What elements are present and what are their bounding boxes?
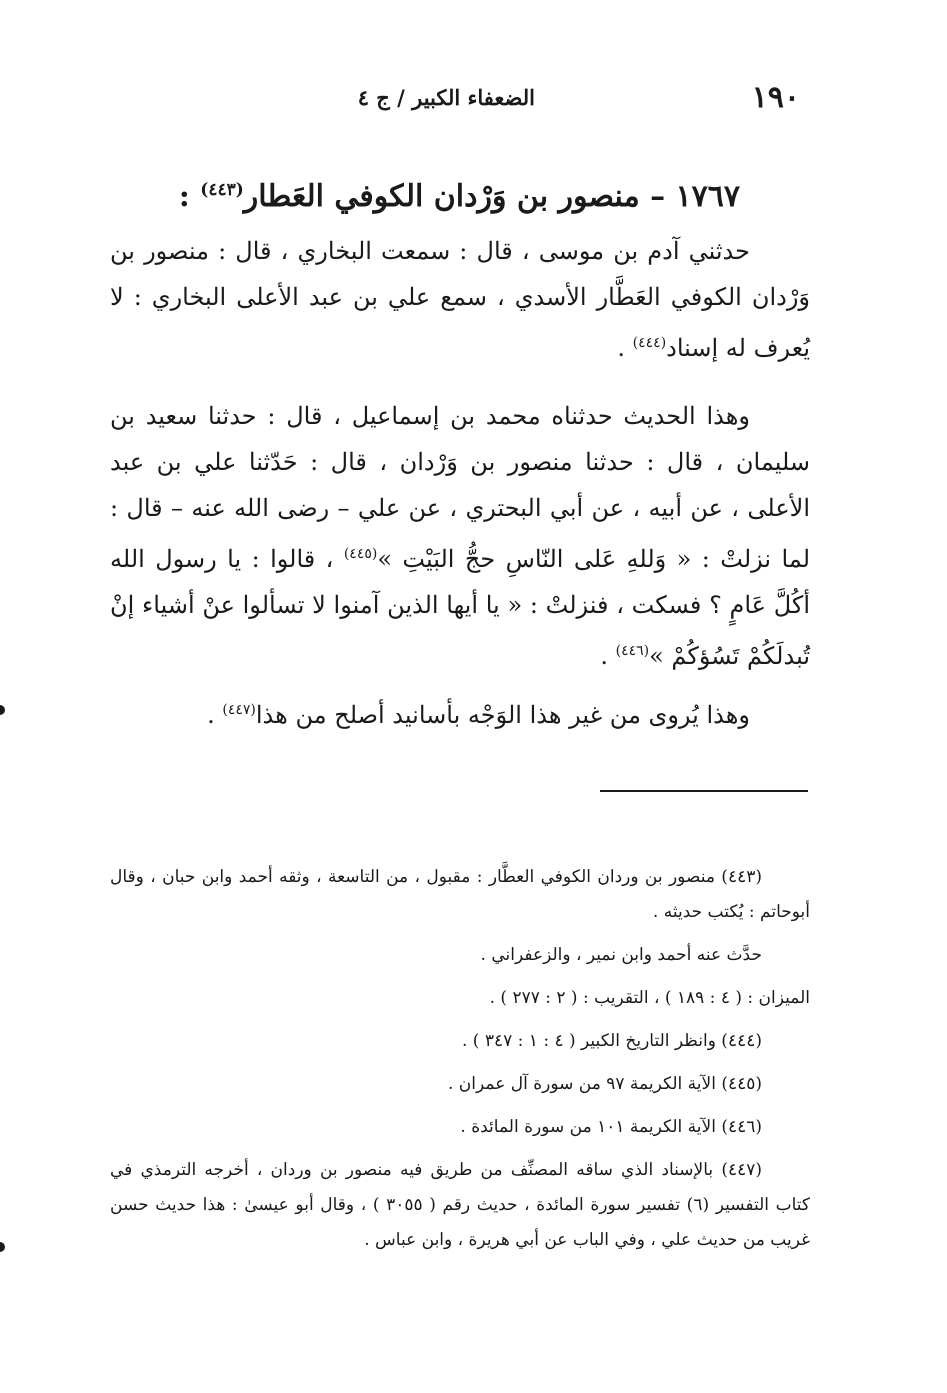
footnote-445: (٤٤٥) الآية الكريمة ٩٧ من سورة آل عمران . [447,1074,762,1094]
paragraph-2-text-b: ، قالوا : يا رسول الله أكُلَّ عَامٍ ؟ فسكت ، فنزلتْ : « يا أيها الذين آمنوا لا تسألوا عنْ أشياء إنْ تُبدلَكُمْ تَسُؤكُمْ » [110,545,810,670]
paragraph-1-end: . [617,334,633,362]
entry-title-text: ١٧٦٧ – منصور بن وَرْدان الكوفي العَطار [243,179,740,214]
entry-title-end: : [178,179,201,214]
footnote-443-narrators: حدَّث عنه أحمد وابن نمير ، والزعفراني . [480,945,762,965]
page-number: ١٩٠ [751,80,800,115]
main-text [110,228,810,738]
footnote-ref-445: (٤٤٥) [343,546,378,562]
footnote-446: (٤٤٦) الآية الكريمة ١٠١ من سورة المائدة . [460,1117,762,1137]
scan-edge-mark [0,705,5,715]
paragraph-2-end: . [600,642,616,670]
footnote-ref-443: (٤٤٣) [200,180,244,200]
paragraph-2 [110,393,810,679]
paragraph-3-text: وهذا يُروى من غير هذا الوَجْه بأسانيد أصلح من هذا [255,701,750,729]
paragraph-3 [110,687,810,738]
footnote-ref-447: (٤٤٧) [222,702,256,718]
paragraph-1-text: حدثني آدم بن موسى ، قال : سمعت البخاري ، قال : منصور بن وَرْدان الكوفي العَطَّار الأسدي ، سمع علي بن عبد الأعلى البخاري : لا يُعرف له إسناد [110,237,810,362]
footnote-443: (٤٤٣) منصور بن وردان الكوفي العطَّار : مقبول ، من التاسعة ، وثقه أحمد وابن حبان ، وقال أبوحاتم : يُكتب حديثه . [110,867,810,922]
footnote-ref-446: (٤٤٦) [615,643,650,659]
paragraph-2-text-a: وهذا الحديث حدثناه محمد بن إسماعيل ، قال : حدثنا سعيد بن سليمان ، قال : حدثنا منصور بن وَرْدان ، قال : حَدّثنا علي بن عبد الأعلى ، عن أبيه ، عن أبي البحتري ، عن علي – رضى الله عنه – قال : لما نزلتْ : « وَللهِ عَلى النّاسِ حجُّ البَيْتِ » [110,402,811,573]
paragraph-1 [110,228,810,371]
footnotes [110,860,810,1270]
footnote-separator [600,790,808,792]
scan-edge-mark [0,1242,5,1252]
running-head: الضعفاء الكبير / ج ٤ [357,85,535,110]
footnote-444: (٤٤٤) وانظر التاريخ الكبير ( ٤ : ١ : ٣٤٧ ) . [461,1031,762,1051]
page-header [110,78,800,118]
footnote-447: (٤٤٧) بالإسناد الذي ساقه المصنِّف من طريق فيه منصور بن وردان ، أخرجه الترمذي في كتاب التفسير (٦) تفسير سورة المائدة ، حديث رقم ( ٣٠٥٥ ) ، وقال أبو عيسىٰ : هذا حديث حسن غريب من حديث علي ، وفي الباب عن أبي هريرة ، وابن عباس . [110,1160,811,1250]
entry-title [178,166,740,221]
paragraph-3-end: . [207,701,223,729]
footnote-ref-444: (٤٤٤) [632,335,667,351]
footnote-443-sources: الميزان : ( ٤ : ١٨٩ ) ، التقريب : ( ٢ : ٢٧٧ ) . [489,988,810,1008]
